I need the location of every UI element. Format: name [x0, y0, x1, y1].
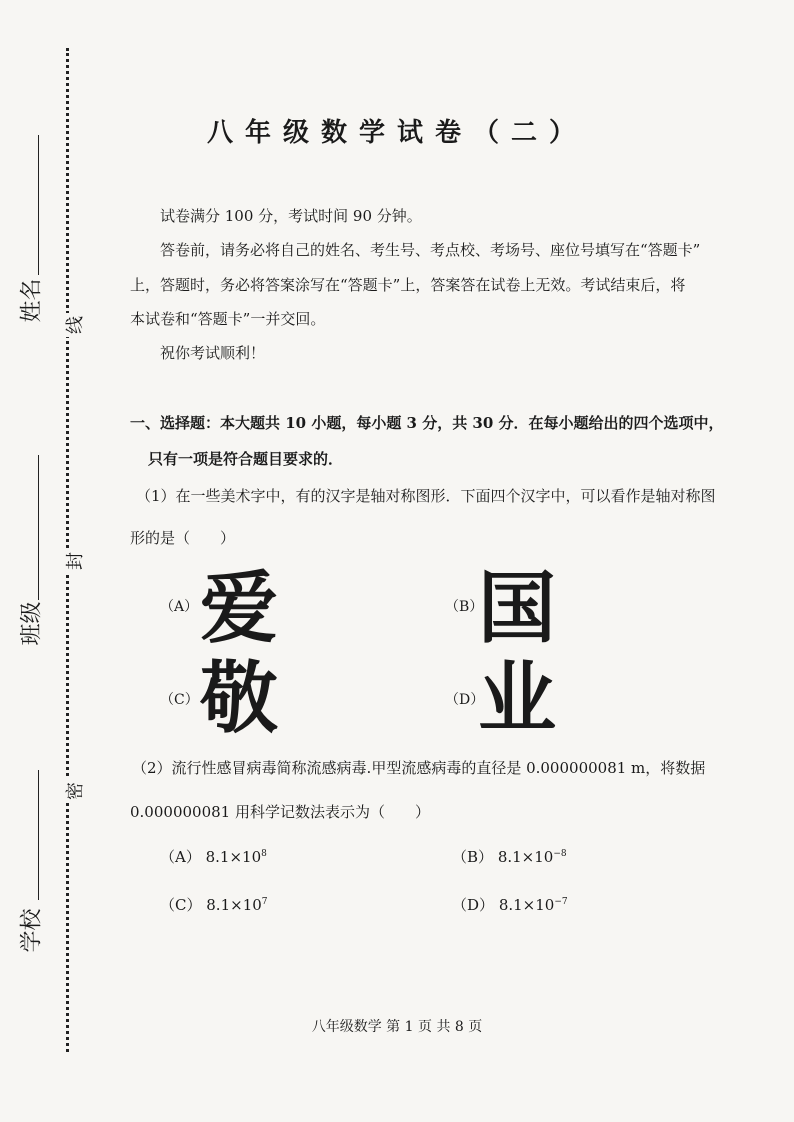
instruction-line-3: 上，答题时，务必将答案涂写在“答题卡”上，答案答在试卷上无效。考试结束后，将: [130, 276, 686, 294]
instruction-line-2: 答卷前，请务必将自己的姓名、考生号、考点校、考场号、座位号填写在“答题卡”: [160, 241, 701, 259]
q1-option-b-label: （B）: [445, 599, 484, 615]
q2-option-b-exp: −8: [553, 849, 567, 859]
q1-option-c-label: （C）: [160, 692, 199, 708]
q1-text-line-2: 形的是（ ）: [130, 529, 236, 547]
seal-mark-line: 线: [61, 313, 87, 337]
q2-text-line-1: （2）流行性感冒病毒简称流感病毒.甲型流感病毒的直径是 0.000000081 m，将数据: [132, 759, 706, 777]
instruction-line-1: 试卷满分 100 分，考试时间 90 分钟。: [160, 207, 422, 225]
instruction-line-4: 本试卷和“答题卡”一并交回。: [130, 310, 326, 328]
q2-text-line-2: 0.000000081 用科学记数法表示为（ ）: [130, 803, 430, 821]
q1-option-b-char: 国: [478, 564, 557, 654]
q2-option-a: [160, 846, 267, 867]
q2-option-a-label: （A）: [160, 848, 201, 866]
q2-option-c: [160, 894, 268, 915]
q1-text-line-1: （1）在一些美术字中，有的汉字是轴对称图形．下面四个汉字中，可以看作是轴对称图: [136, 487, 716, 505]
q2-option-d-label: （D）: [452, 896, 495, 914]
class-underline: [38, 455, 39, 600]
q1-option-c-char: 敬: [200, 654, 279, 744]
q2-option-c-exp: 7: [261, 897, 268, 907]
seal-mark-secret: 密: [61, 779, 87, 803]
instruction-line-5: 祝你考试顺利！: [160, 344, 266, 362]
q2-option-a-base: 8.1×10: [205, 848, 262, 866]
q1-option-a-char: 爱: [200, 564, 279, 654]
q2-option-d-base: 8.1×10: [498, 896, 555, 914]
q2-option-d: [452, 894, 568, 915]
section-heading-1: 一、选择题：本大题共 10 小题，每小题 3 分，共 30 分．在每小题给出的四个选项中，: [130, 414, 724, 432]
q2-option-b-label: （B）: [452, 848, 494, 866]
name-label: 姓名: [19, 278, 45, 323]
q1-option-d-label: （D）: [445, 692, 485, 708]
q2-option-c-label: （C）: [160, 896, 202, 914]
school-label: 学校: [19, 908, 45, 953]
q2-option-c-base: 8.1×10: [206, 896, 262, 914]
q2-option-b-base: 8.1×10: [497, 848, 554, 866]
page-footer: 八年级数学 第 1 页 共 8 页: [311, 1019, 483, 1035]
q2-option-d-exp: −7: [554, 897, 568, 907]
school-underline: [38, 770, 39, 900]
q2-option-a-exp: 8: [261, 849, 267, 859]
class-label: 班级: [19, 601, 45, 646]
section-heading-2: 只有一项是符合题目要求的．: [148, 450, 344, 468]
seal-mark-seal: 封: [61, 549, 87, 573]
q1-option-d-char: 业: [478, 654, 557, 744]
page-title: 八年级数学试卷（二）: [206, 118, 587, 148]
q2-option-b: [452, 846, 567, 867]
name-underline: [38, 135, 39, 275]
q1-option-a-label: （A）: [160, 599, 199, 615]
